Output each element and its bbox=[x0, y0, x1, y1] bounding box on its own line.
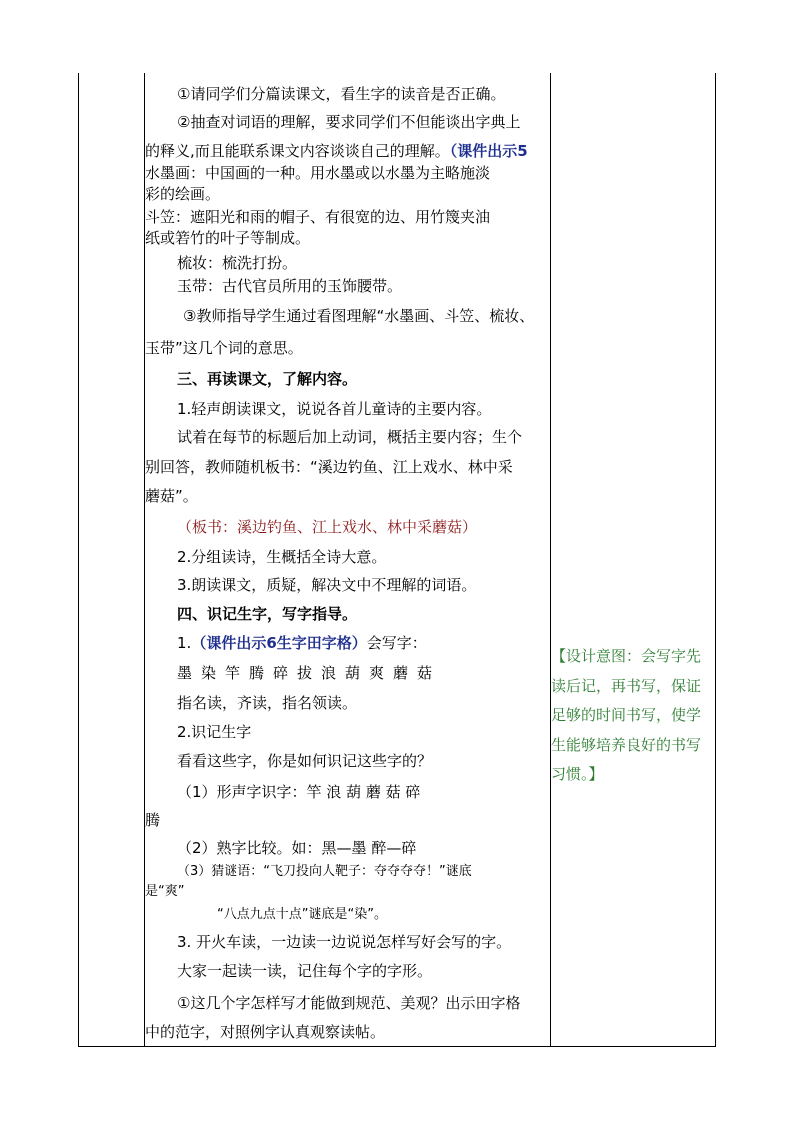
line bbox=[177, 634, 427, 652]
line: （1）形声字识字：竿 浪 葫 蘑 菇 碎 bbox=[177, 783, 421, 801]
lesson-content-cell bbox=[145, 74, 550, 1046]
line-text: 会写字： bbox=[366, 634, 427, 652]
glossary-line: 梳妆：梳洗打扮。 bbox=[177, 254, 298, 272]
glossary-line: 斗笠：遮阳光和雨的帽子、有很宽的边、用竹篾夹油 bbox=[145, 208, 491, 226]
characters-to-write: 墨染竿腾碎拔浪葫爽蘑菇 bbox=[177, 664, 442, 682]
courseware-note: （课件出示6生字田字格） bbox=[191, 634, 367, 652]
line bbox=[145, 142, 528, 160]
section-heading: 四、识记生字，写字指导。 bbox=[177, 605, 358, 623]
line: 是“爽” bbox=[145, 884, 185, 899]
design-intent-cell bbox=[551, 74, 715, 1046]
line: ①这几个字怎样写才能做到规范、美观？出示田字格 bbox=[177, 994, 521, 1012]
line: 2.识记生字 bbox=[177, 723, 252, 741]
glossary-line: 彩的绘画。 bbox=[145, 185, 221, 203]
table-border-right bbox=[715, 73, 716, 1047]
line-text: 的释义,而且能联系课文内容谈谈自己的理解。 bbox=[145, 142, 450, 160]
table-border-bottom bbox=[78, 1046, 716, 1047]
line: 3. 开火车读，一边读一边说说怎样写好会写的字。 bbox=[177, 933, 512, 951]
line: （3）猜谜语：“飞刀投向人靶子：夺夺夺夺！”谜底 bbox=[177, 864, 472, 879]
design-intent-line: 习惯。】 bbox=[551, 765, 604, 783]
glossary-line: 纸或箬竹的叶子等制成。 bbox=[145, 229, 311, 247]
glossary-line: 水墨画：中国画的一种。用水墨或以水墨为主略施淡 bbox=[145, 164, 491, 182]
section-heading: 三、再读课文，了解内容。 bbox=[177, 370, 358, 388]
line: 别回答，教师随机板书：“溪边钓鱼、江上戏水、林中采 bbox=[145, 458, 513, 476]
line: 看看这些字，你是如何识记这些字的？ bbox=[177, 752, 433, 770]
line: （2）熟字比较。如：黑—墨 醉—碎 bbox=[177, 839, 417, 857]
line: 腾 bbox=[145, 811, 161, 829]
glossary-line: 玉带：古代官员所用的玉饰腰带。 bbox=[177, 277, 403, 295]
line-number: 1. bbox=[177, 634, 192, 652]
line: 1.轻声朗读课文，说说各首儿童诗的主要内容。 bbox=[177, 400, 492, 418]
design-intent-line: 生能够培养良好的书写 bbox=[551, 736, 702, 754]
design-intent-line: 足够的时间书写，使学 bbox=[551, 706, 702, 724]
line: 大家一起读一读，记住每个字的字形。 bbox=[177, 962, 433, 980]
line: 蘑菇”。 bbox=[145, 487, 198, 505]
line: 玉带”这几个词的意思。 bbox=[145, 339, 303, 357]
design-intent-line: 【设计意图：会写字先 bbox=[551, 647, 702, 665]
line: 试着在每节的标题后加上动词，概括主要内容；生个 bbox=[177, 428, 523, 446]
line: “八点九点十点”谜底是“染”。 bbox=[217, 907, 387, 922]
design-intent-line: 读后记，再书写，保证 bbox=[551, 677, 702, 695]
line: 指名读，齐读，指名领读。 bbox=[177, 694, 358, 712]
line: ②抽查对词语的理解，要求同学们不但能谈出字典上 bbox=[177, 113, 521, 131]
table-border-left bbox=[78, 73, 79, 1047]
board-note: （板书：溪边钓鱼、江上戏水、林中采蘑菇） bbox=[177, 518, 478, 536]
courseware-note: （课件出示5 bbox=[449, 142, 528, 160]
line: 3.朗读课文，质疑，解决文中不理解的词语。 bbox=[177, 576, 477, 594]
line: 中的范字，对照例字认真观察读帖。 bbox=[145, 1023, 386, 1041]
line: ①请同学们分篇读课文，看生字的读音是否正确。 bbox=[177, 85, 506, 103]
line: ③教师指导学生通过看图理解“水墨画、斗笠、梳妆、 bbox=[183, 307, 535, 325]
line: 2.分组读诗，生概括全诗大意。 bbox=[177, 548, 387, 566]
